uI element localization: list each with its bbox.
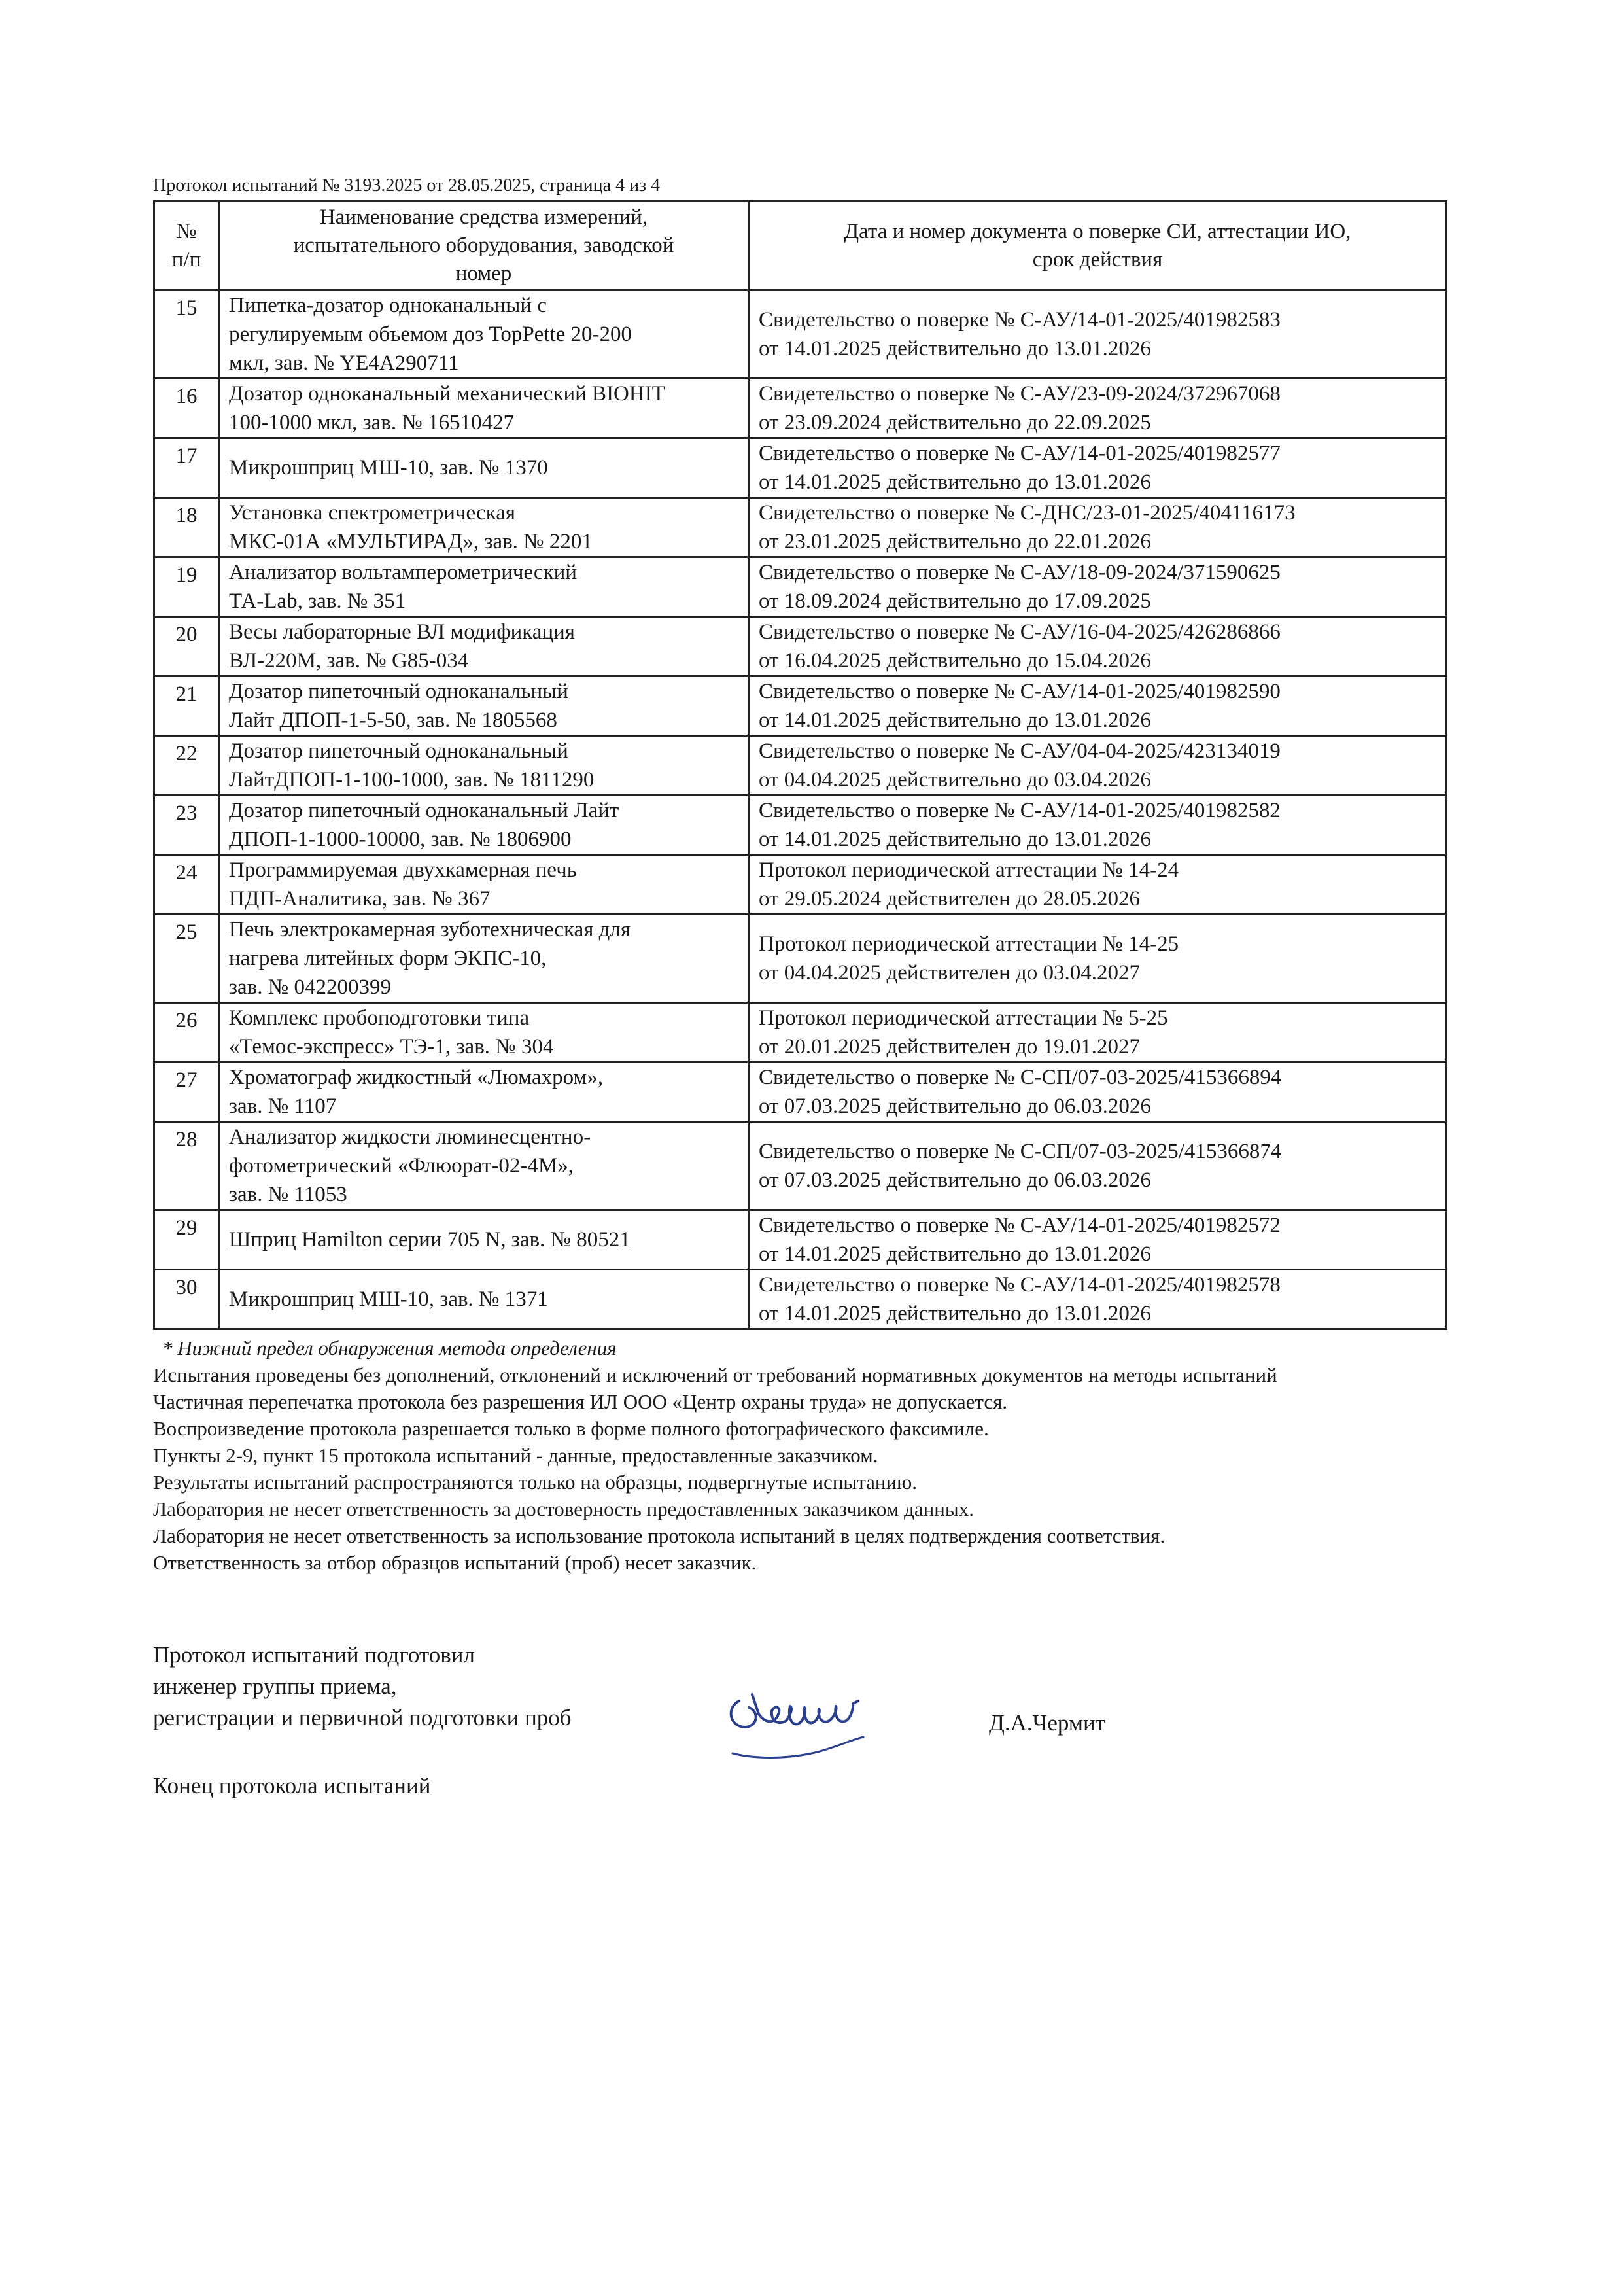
table-row	[154, 736, 1447, 796]
verification-document: Протокол периодической аттестации № 5-25 от 20.01.2025 действителен до 19.01.2027	[749, 1003, 1447, 1062]
equipment-name: Комплекс пробоподготовки типа «Темос-экспресс» ТЭ-1, зав. № 304	[219, 1003, 749, 1062]
table-row	[154, 438, 1447, 498]
note-line: Лаборатория не несет ответственность за использование протокола испытаний в целях подтверждения соответствия.	[153, 1524, 1166, 1547]
table-row	[154, 290, 1447, 379]
row-number: 24	[154, 855, 219, 915]
row-number: 21	[154, 676, 219, 736]
position-line-2: регистрации и первичной подготовки проб	[153, 1705, 572, 1730]
equipment-name: Установка спектрометрическая МКС-01А «МУЛЬТИРАД», зав. № 2201	[219, 498, 749, 557]
table-row	[154, 855, 1447, 915]
table-row	[154, 1270, 1447, 1329]
signature-block	[153, 1639, 572, 1734]
column-header-doc: Дата и номер документа о поверке СИ, аттестации ИО, срок действия	[749, 201, 1447, 290]
equipment-name: Дозатор пипеточный одноканальный Лайт ДПОП-1-1000-10000, зав. № 1806900	[219, 796, 749, 855]
verification-document: Свидетельство о поверке № С-АУ/04-04-2025/423134019 от 04.04.2025 действительно до 03.04.2026	[749, 736, 1447, 796]
table-row	[154, 1062, 1447, 1122]
note-line: Пункты 2-9, пункт 15 протокола испытаний - данные, предоставленные заказчиком.	[153, 1444, 878, 1467]
note-line: Испытания проведены без дополнений, отклонений и исключений от требований нормативных документов на методы испытаний	[153, 1363, 1277, 1386]
note-line: Результаты испытаний распространяются только на образцы, подвергнутые испытанию.	[153, 1471, 918, 1494]
row-number: 20	[154, 617, 219, 676]
row-number: 27	[154, 1062, 219, 1122]
verification-document: Протокол периодической аттестации № 14-24 от 29.05.2024 действителен до 28.05.2026	[749, 855, 1447, 915]
notes-section	[153, 1335, 1455, 1576]
column-header-num: № п/п	[154, 201, 219, 290]
handwritten-signature	[713, 1675, 896, 1773]
verification-document: Свидетельство о поверке № С-АУ/14-01-2025/401982572 от 14.01.2025 действительно до 13.01.2026	[749, 1210, 1447, 1270]
verification-document: Свидетельство о поверке № С-АУ/14-01-2025/401982578 от 14.01.2025 действительно до 13.01.2026	[749, 1270, 1447, 1329]
equipment-name: Анализатор вольтамперометрический ТА-Lab, зав. № 351	[219, 557, 749, 617]
row-number: 19	[154, 557, 219, 617]
table-row	[154, 1122, 1447, 1210]
detection-limit-note: * Нижний предел обнаружения метода определения	[162, 1337, 617, 1359]
table-row	[154, 1210, 1447, 1270]
row-number: 25	[154, 915, 219, 1003]
table-row	[154, 796, 1447, 855]
signer-name: Д.А.Чермит	[989, 1710, 1106, 1736]
row-number: 16	[154, 379, 219, 438]
table-row	[154, 557, 1447, 617]
table-row	[154, 379, 1447, 438]
equipment-name: Пипетка-дозатор одноканальный с регулируемым объемом доз TopPette 20-200 мкл, зав. № YE4A290711	[219, 290, 749, 379]
verification-document: Свидетельство о поверке № С-АУ/14-01-2025/401982590 от 14.01.2025 действительно до 13.01.2026	[749, 676, 1447, 736]
prepared-by-line: Протокол испытаний подготовил	[153, 1642, 475, 1668]
verification-document: Свидетельство о поверке № С-СП/07-03-2025/415366874 от 07.03.2025 действительно до 06.03.2026	[749, 1122, 1447, 1210]
note-line: Частичная перепечатка протокола без разрешения ИЛ ООО «Центр охраны труда» не допускается.	[153, 1390, 1008, 1413]
table-row	[154, 1003, 1447, 1062]
equipment-table	[153, 200, 1447, 1330]
equipment-name: Программируемая двухкамерная печь ПДП-Аналитика, зав. № 367	[219, 855, 749, 915]
row-number: 15	[154, 290, 219, 379]
row-number: 26	[154, 1003, 219, 1062]
equipment-name: Анализатор жидкости люминесцентно- фотометрический «Флюорат-02-4М», зав. № 11053	[219, 1122, 749, 1210]
verification-document: Свидетельство о поверке № С-АУ/14-01-2025/401982583 от 14.01.2025 действительно до 13.01.2026	[749, 290, 1447, 379]
verification-document: Протокол периодической аттестации № 14-25 от 04.04.2025 действителен до 03.04.2027	[749, 915, 1447, 1003]
table-row	[154, 498, 1447, 557]
end-of-protocol: Конец протокола испытаний	[153, 1773, 431, 1798]
verification-document: Свидетельство о поверке № С-АУ/14-01-2025/401982582 от 14.01.2025 действительно до 13.01.2026	[749, 796, 1447, 855]
verification-document: Свидетельство о поверке № С-СП/07-03-2025/415366894 от 07.03.2025 действительно до 06.03.2026	[749, 1062, 1447, 1122]
row-number: 18	[154, 498, 219, 557]
verification-document: Свидетельство о поверке № С-АУ/14-01-2025/401982577 от 14.01.2025 действительно до 13.01.2026	[749, 438, 1447, 498]
column-header-name: Наименование средства измерений, испытательного оборудования, заводской номер	[219, 201, 749, 290]
row-number: 17	[154, 438, 219, 498]
equipment-name: Дозатор одноканальный механический BIOHIT 100-1000 мкл, зав. № 16510427	[219, 379, 749, 438]
verification-document: Свидетельство о поверке № С-АУ/18-09-2024/371590625 от 18.09.2024 действительно до 17.09.2025	[749, 557, 1447, 617]
note-line: Ответственность за отбор образцов испытаний (проб) несет заказчик.	[153, 1551, 757, 1574]
verification-document: Свидетельство о поверке № С-АУ/23-09-2024/372967068 от 23.09.2024 действительно до 22.09.2025	[749, 379, 1447, 438]
row-number: 30	[154, 1270, 219, 1329]
table-header-row	[154, 201, 1447, 290]
equipment-name: Микрошприц МШ-10, зав. № 1370	[219, 438, 749, 498]
equipment-name: Весы лабораторные ВЛ модификация ВЛ-220М, зав. № G85-034	[219, 617, 749, 676]
equipment-name: Шприц Hamilton серии 705 N, зав. № 80521	[219, 1210, 749, 1270]
row-number: 22	[154, 736, 219, 796]
table-row	[154, 915, 1447, 1003]
verification-document: Свидетельство о поверке № С-ДНС/23-01-2025/404116173 от 23.01.2025 действительно до 22.01.2026	[749, 498, 1447, 557]
equipment-name: Дозатор пипеточный одноканальный ЛайтДПОП-1-100-1000, зав. № 1811290	[219, 736, 749, 796]
row-number: 29	[154, 1210, 219, 1270]
equipment-name: Дозатор пипеточный одноканальный Лайт ДПОП-1-5-50, зав. № 1805568	[219, 676, 749, 736]
row-number: 28	[154, 1122, 219, 1210]
equipment-name: Хроматограф жидкостный «Люмахром», зав. № 1107	[219, 1062, 749, 1122]
equipment-name: Печь электрокамерная зуботехническая для нагрева литейных форм ЭКПС-10, зав. № 042200399	[219, 915, 749, 1003]
page-header: Протокол испытаний № 3193.2025 от 28.05.2025, страница 4 из 4	[153, 175, 661, 196]
verification-document: Свидетельство о поверке № С-АУ/16-04-2025/426286866 от 16.04.2025 действительно до 15.04.2026	[749, 617, 1447, 676]
row-number: 23	[154, 796, 219, 855]
note-line: Воспроизведение протокола разрешается только в форме полного фотографического факсимиле.	[153, 1417, 989, 1440]
table-row	[154, 617, 1447, 676]
note-line: Лаборатория не несет ответственность за достоверность предоставленных заказчиком данных.	[153, 1498, 974, 1520]
equipment-name: Микрошприц МШ-10, зав. № 1371	[219, 1270, 749, 1329]
position-line-1: инженер группы приема,	[153, 1673, 397, 1699]
table-row	[154, 676, 1447, 736]
